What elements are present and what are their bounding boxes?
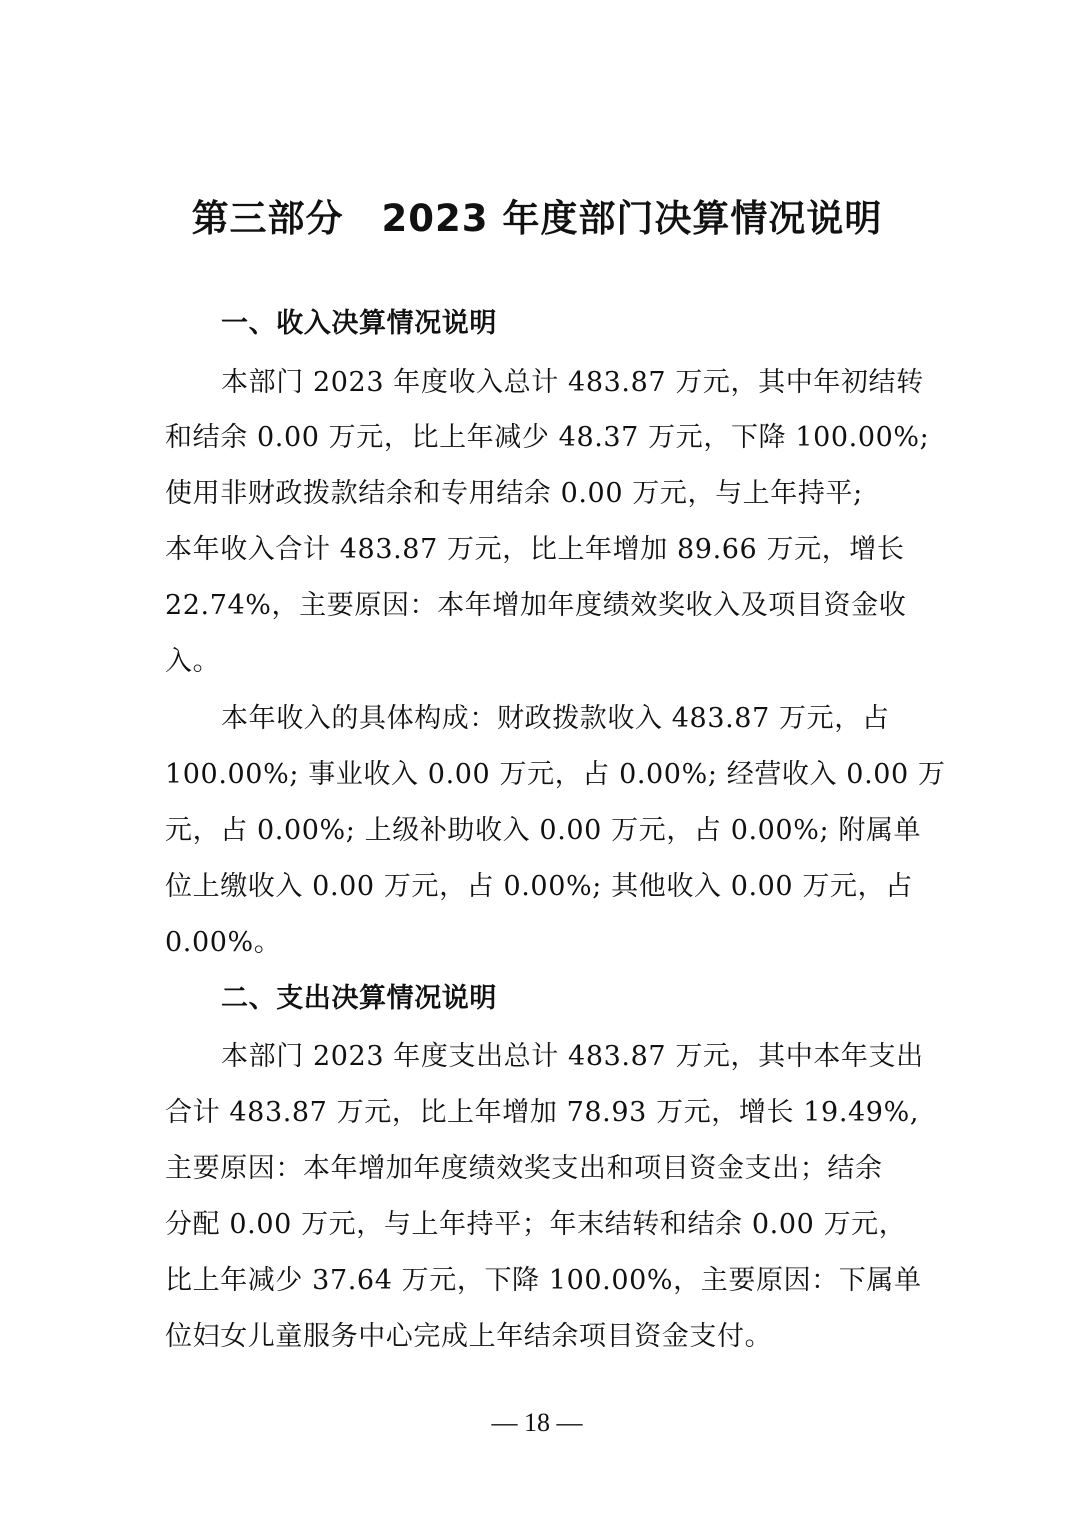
paragraph-line: 入。	[165, 646, 221, 677]
paragraph-line: 100.00%; 事业收入 0.00 万元，占 0.00%; 经营收入 0.00 万	[165, 759, 946, 790]
paragraph-line: 本部门 2023 年度收入总计 483.87 万元，其中年初结转	[221, 367, 924, 398]
paragraph-line: 本年收入的具体构成：财政拨款收入 483.87 万元，占	[221, 703, 890, 734]
paragraph-line: 0.00%。	[165, 927, 282, 958]
section-heading-income: 一、收入决算情况说明	[221, 308, 497, 339]
page-title: 第三部分 2023 年度部门决算情况说明	[191, 197, 883, 240]
paragraph-line: 比上年减少 37.64 万元，下降 100.00%，主要原因：下属单	[165, 1265, 922, 1296]
paragraph-line: 位妇女儿童服务中心完成上年结余项目资金支付。	[165, 1321, 773, 1352]
paragraph-line: 本部门 2023 年度支出总计 483.87 万元，其中本年支出	[221, 1041, 924, 1072]
paragraph-line: 22.74%，主要原因：本年增加年度绩效奖收入及项目资金收	[165, 590, 907, 621]
page-number: — 18 —	[491, 1408, 583, 1437]
section-heading-expenditure: 二、支出决算情况说明	[221, 983, 497, 1014]
paragraph-line: 主要原因：本年增加年度绩效奖支出和项目资金支出；结余	[165, 1153, 883, 1184]
paragraph-line: 本年收入合计 483.87 万元，比上年增加 89.66 万元，增长	[165, 534, 905, 565]
paragraph-line: 合计 483.87 万元，比上年增加 78.93 万元，增长 19.49%,	[165, 1097, 920, 1128]
paragraph-line: 使用非财政拨款结余和专用结余 0.00 万元，与上年持平;	[165, 478, 863, 509]
paragraph-line: 和结余 0.00 万元，比上年减少 48.37 万元，下降 100.00%;	[165, 422, 930, 453]
paragraph-line: 元，占 0.00%; 上级补助收入 0.00 万元，占 0.00%; 附属单	[165, 815, 922, 846]
paragraph-line: 分配 0.00 万元，与上年持平；年末结转和结余 0.00 万元，	[165, 1209, 907, 1240]
paragraph-line: 位上缴收入 0.00 万元，占 0.00%; 其他收入 0.00 万元，占	[165, 871, 913, 902]
